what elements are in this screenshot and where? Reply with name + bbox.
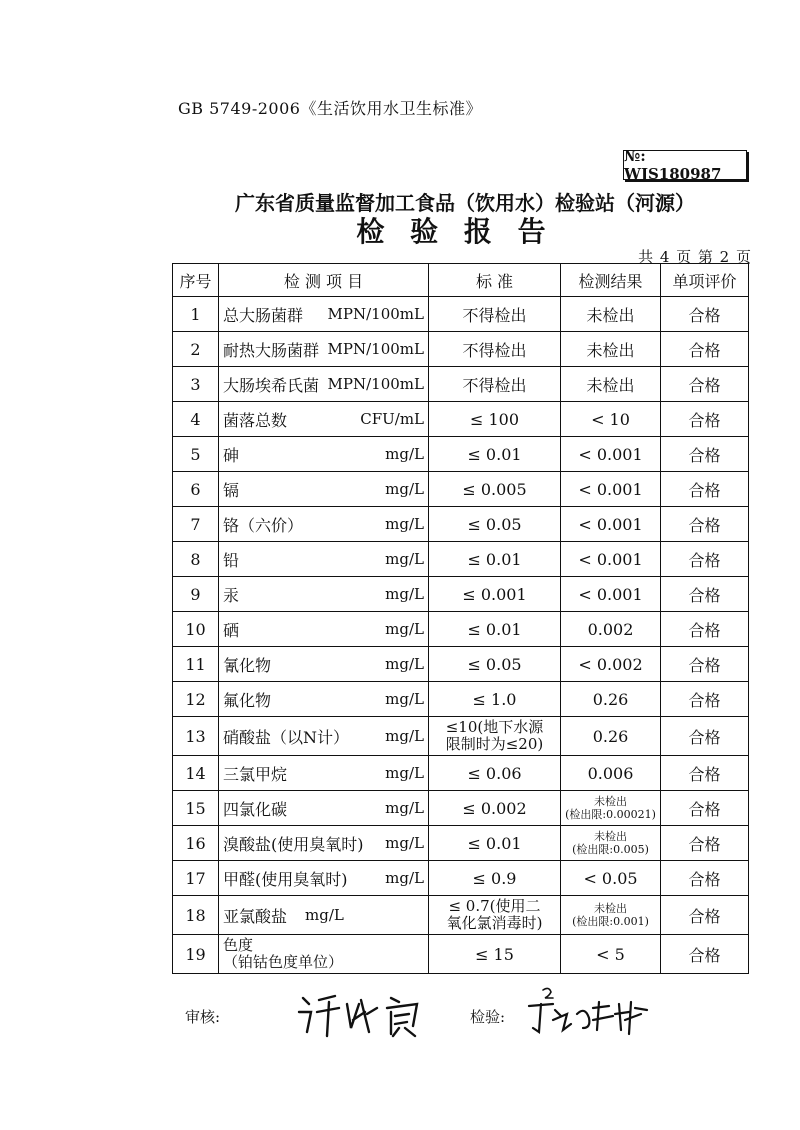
item-line-1: 色度 <box>223 936 254 954</box>
row-verdict: 合格 <box>661 682 749 717</box>
row-no: 9 <box>173 577 219 612</box>
item-name: 三氯甲烷 <box>223 764 288 784</box>
item-unit: mg/L <box>385 834 424 852</box>
table-row <box>173 367 749 402</box>
row-standard: ≤ 1.0 <box>429 682 561 717</box>
table-row <box>173 647 749 682</box>
row-result: < 0.001 <box>561 542 661 577</box>
table-row <box>173 542 749 577</box>
item-name: 四氯化碳 <box>223 799 288 819</box>
row-result: < 0.001 <box>561 507 661 542</box>
row-item <box>219 791 429 826</box>
item-name: 硝酸盐（以N计） <box>223 727 350 747</box>
row-no: 16 <box>173 826 219 861</box>
row-verdict: 合格 <box>661 472 749 507</box>
item-unit: CFU/mL <box>360 410 424 428</box>
item-name: 总大肠菌群 <box>223 305 304 325</box>
item-name: 汞 <box>223 585 240 605</box>
standard-line-1: ≤10(地下水源 <box>445 718 544 736</box>
row-result: < 0.001 <box>561 472 661 507</box>
report-title: 检 验 报 告 <box>356 215 554 248</box>
row-standard: ≤ 0.05 <box>429 507 561 542</box>
row-result: 未检出 <box>561 297 661 332</box>
report-number-box: №: WJS180987 <box>623 150 747 180</box>
row-result: < 0.05 <box>561 861 661 896</box>
row-item <box>219 756 429 791</box>
row-result: 0.26 <box>561 682 661 717</box>
row-verdict: 合格 <box>661 717 749 756</box>
item-name: 铬（六价） <box>223 515 304 535</box>
page-info: 共 4 页 第 2 页 <box>638 248 752 266</box>
row-result <box>561 791 661 826</box>
row-no: 7 <box>173 507 219 542</box>
row-standard: 不得检出 <box>429 332 561 367</box>
row-no: 8 <box>173 542 219 577</box>
reviewer-label: 审核: <box>185 1008 221 1026</box>
row-no: 1 <box>173 297 219 332</box>
item-unit: mg/L <box>385 869 424 887</box>
row-verdict: 合格 <box>661 826 749 861</box>
table-row <box>173 507 749 542</box>
row-verdict: 合格 <box>661 935 749 974</box>
item-line-2: （铂钴色度单位） <box>223 953 344 971</box>
row-no: 18 <box>173 896 219 935</box>
header-no: 序号 <box>173 264 219 297</box>
row-verdict: 合格 <box>661 647 749 682</box>
row-verdict: 合格 <box>661 297 749 332</box>
item-name: 砷 <box>223 445 240 465</box>
item-name: 菌落总数 <box>223 410 288 430</box>
row-no: 6 <box>173 472 219 507</box>
table-row <box>173 791 749 826</box>
row-verdict: 合格 <box>661 542 749 577</box>
row-standard: ≤ 0.002 <box>429 791 561 826</box>
item-unit: mg/L <box>385 445 424 463</box>
table-row <box>173 717 749 756</box>
row-no: 10 <box>173 612 219 647</box>
row-item <box>219 896 429 935</box>
row-result <box>561 826 661 861</box>
table-row <box>173 437 749 472</box>
row-no: 3 <box>173 367 219 402</box>
item-unit: mg/L <box>385 620 424 638</box>
row-verdict: 合格 <box>661 332 749 367</box>
row-verdict: 合格 <box>661 861 749 896</box>
item-name: 铅 <box>223 550 240 570</box>
row-standard: ≤ 0.01 <box>429 437 561 472</box>
row-item <box>219 297 429 332</box>
row-result: < 0.001 <box>561 577 661 612</box>
result-line-2: (检出限:0.001) <box>572 915 649 928</box>
item-name: 大肠埃希氏菌 <box>223 375 320 395</box>
item-name: 硒 <box>223 620 240 640</box>
standard-line-1: ≤ 0.7(使用二 <box>448 897 541 915</box>
header-standard: 标 准 <box>429 264 561 297</box>
result-line-1: 未检出 <box>594 830 627 843</box>
table-row <box>173 332 749 367</box>
item-name: 氟化物 <box>223 690 272 710</box>
header-verdict: 单项评价 <box>661 264 749 297</box>
row-no: 4 <box>173 402 219 437</box>
row-result: < 0.002 <box>561 647 661 682</box>
table-row <box>173 935 749 974</box>
item-unit: mg/L <box>305 906 344 924</box>
header-item: 检 测 项 目 <box>219 264 429 297</box>
results-table <box>172 263 749 974</box>
item-name: 耐热大肠菌群 <box>223 340 320 360</box>
table-row <box>173 756 749 791</box>
row-verdict: 合格 <box>661 791 749 826</box>
row-no: 15 <box>173 791 219 826</box>
item-unit: mg/L <box>385 480 424 498</box>
row-item <box>219 472 429 507</box>
standard-reference: GB 5749-2006《生活饮用水卫生标准》 <box>178 99 482 118</box>
item-unit: mg/L <box>385 515 424 533</box>
row-item <box>219 437 429 472</box>
row-verdict: 合格 <box>661 577 749 612</box>
result-line-1: 未检出 <box>594 902 627 915</box>
row-no: 17 <box>173 861 219 896</box>
row-verdict: 合格 <box>661 756 749 791</box>
row-item <box>219 647 429 682</box>
row-item <box>219 542 429 577</box>
item-name: 甲醛(使用臭氧时) <box>223 869 348 889</box>
row-standard: ≤ 0.05 <box>429 647 561 682</box>
row-no: 12 <box>173 682 219 717</box>
item-name: 氰化物 <box>223 655 272 675</box>
row-verdict: 合格 <box>661 612 749 647</box>
item-unit: mg/L <box>385 585 424 603</box>
inspector-label: 检验: <box>470 1008 506 1026</box>
row-result: 未检出 <box>561 367 661 402</box>
result-line-2: (检出限:0.00021) <box>565 808 656 821</box>
row-result: 0.002 <box>561 612 661 647</box>
row-standard <box>429 896 561 935</box>
item-unit: mg/L <box>385 799 424 817</box>
row-no: 2 <box>173 332 219 367</box>
item-name: 镉 <box>223 480 240 500</box>
item-unit: mg/L <box>385 727 424 745</box>
table-header-row <box>173 264 749 297</box>
row-standard: ≤ 15 <box>429 935 561 974</box>
row-item <box>219 612 429 647</box>
standard-line-2: 氧化氯消毒时) <box>446 914 543 932</box>
item-unit: mg/L <box>385 655 424 673</box>
row-item <box>219 682 429 717</box>
row-result: 0.26 <box>561 717 661 756</box>
row-standard: ≤ 0.01 <box>429 542 561 577</box>
table-row <box>173 612 749 647</box>
table-row <box>173 402 749 437</box>
table-row <box>173 297 749 332</box>
item-unit: mg/L <box>385 764 424 782</box>
row-standard: ≤ 0.06 <box>429 756 561 791</box>
reviewer-signature <box>295 990 435 1040</box>
row-standard: ≤ 0.005 <box>429 472 561 507</box>
row-item <box>219 577 429 612</box>
row-no: 13 <box>173 717 219 756</box>
table-row <box>173 472 749 507</box>
row-item <box>219 507 429 542</box>
inspector-signature <box>523 984 653 1040</box>
table-row <box>173 577 749 612</box>
item-name: 亚氯酸盐 <box>223 906 288 926</box>
row-verdict: 合格 <box>661 896 749 935</box>
organization-title: 广东省质量监督加工食品（饮用水）检验站（河源） <box>235 191 695 215</box>
row-standard: ≤ 100 <box>429 402 561 437</box>
item-unit: MPN/100mL <box>327 305 424 323</box>
row-standard <box>429 717 561 756</box>
header-result: 检测结果 <box>561 264 661 297</box>
row-result: < 0.001 <box>561 437 661 472</box>
row-item <box>219 332 429 367</box>
row-item <box>219 717 429 756</box>
row-item <box>219 367 429 402</box>
result-line-2: (检出限:0.005) <box>572 843 649 856</box>
signature-row <box>185 990 655 1050</box>
item-unit: mg/L <box>385 550 424 568</box>
table-row <box>173 826 749 861</box>
row-result: < 10 <box>561 402 661 437</box>
row-item <box>219 935 429 974</box>
row-item <box>219 861 429 896</box>
item-unit: MPN/100mL <box>327 340 424 358</box>
row-result: 0.006 <box>561 756 661 791</box>
row-standard: ≤ 0.01 <box>429 826 561 861</box>
row-standard: ≤ 0.001 <box>429 577 561 612</box>
row-standard: ≤ 0.01 <box>429 612 561 647</box>
item-unit: MPN/100mL <box>327 375 424 393</box>
table-row <box>173 682 749 717</box>
row-item <box>219 402 429 437</box>
table-row <box>173 861 749 896</box>
row-standard: 不得检出 <box>429 367 561 402</box>
row-result <box>561 896 661 935</box>
row-standard: 不得检出 <box>429 297 561 332</box>
item-unit: mg/L <box>385 690 424 708</box>
result-line-1: 未检出 <box>594 795 627 808</box>
table-row <box>173 896 749 935</box>
row-verdict: 合格 <box>661 437 749 472</box>
standard-line-2: 限制时为≤20) <box>445 735 544 753</box>
item-name: 溴酸盐(使用臭氧时) <box>223 834 364 854</box>
row-result: 未检出 <box>561 332 661 367</box>
row-verdict: 合格 <box>661 507 749 542</box>
row-no: 11 <box>173 647 219 682</box>
row-item <box>219 826 429 861</box>
row-no: 19 <box>173 935 219 974</box>
row-verdict: 合格 <box>661 402 749 437</box>
row-standard: ≤ 0.9 <box>429 861 561 896</box>
row-verdict: 合格 <box>661 367 749 402</box>
row-no: 5 <box>173 437 219 472</box>
row-no: 14 <box>173 756 219 791</box>
row-result: < 5 <box>561 935 661 974</box>
